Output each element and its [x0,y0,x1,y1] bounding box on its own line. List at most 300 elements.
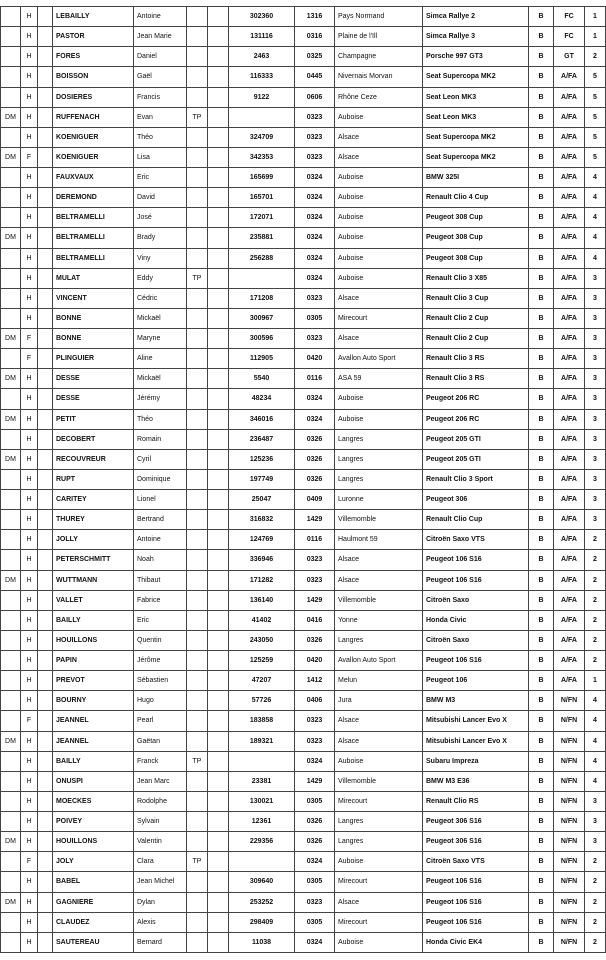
sex-cell: H [21,7,38,27]
blank-cell [38,852,53,872]
last-name-cell: WUTTMANN [53,570,134,590]
table-row [1,852,606,872]
blank-cell [38,308,53,328]
group-cell: B [529,530,554,550]
category-cell [1,168,21,188]
last-name-cell: PLINGUIER [53,349,134,369]
tp-cell [187,812,208,832]
group-cell: B [529,812,554,832]
category-cell [1,872,21,892]
class-cell: N/FN [554,912,585,932]
first-name-cell: Francis [134,87,187,107]
tp-cell [187,228,208,248]
car-model-cell: Renault Clio RS [423,791,529,811]
class-number-cell: 1 [585,7,606,27]
class-cell: A/FA [554,268,585,288]
club-code-cell: 0420 [295,349,335,369]
last-name-cell: BELTRAMELLI [53,208,134,228]
blank-cell [38,610,53,630]
license-number-cell: 235881 [229,228,295,248]
club-code-cell: 0324 [295,188,335,208]
tp-cell [187,630,208,650]
group-cell: B [529,208,554,228]
sex-cell: H [21,610,38,630]
class-number-cell: 4 [585,188,606,208]
license-number-cell: 302360 [229,7,295,27]
table-row [1,47,606,67]
blank-cell [208,308,229,328]
class-cell: A/FA [554,530,585,550]
car-model-cell: Mitsubishi Lancer Evo X [423,731,529,751]
class-number-cell: 2 [585,852,606,872]
blank-cell [38,107,53,127]
class-cell: A/FA [554,188,585,208]
tp-cell [187,308,208,328]
class-cell: N/FN [554,852,585,872]
blank-cell [208,832,229,852]
last-name-cell: KOENIGUER [53,147,134,167]
club-name-cell: Avallon Auto Sport [335,651,423,671]
group-cell: B [529,832,554,852]
blank-cell [38,771,53,791]
table-row [1,530,606,550]
first-name-cell: Noah [134,550,187,570]
table-row [1,228,606,248]
group-cell: B [529,791,554,811]
class-number-cell: 2 [585,932,606,952]
club-name-cell: Auboise [335,409,423,429]
table-row [1,147,606,167]
table-row [1,510,606,530]
tp-cell [187,87,208,107]
last-name-cell: DEREMOND [53,188,134,208]
category-cell: DM [1,892,21,912]
sex-cell: H [21,188,38,208]
license-number-cell: 253252 [229,892,295,912]
license-number-cell: 11038 [229,932,295,952]
sex-cell: H [21,671,38,691]
table-row [1,812,606,832]
license-number-cell: 316832 [229,510,295,530]
first-name-cell: Jérémy [134,389,187,409]
class-number-cell: 4 [585,731,606,751]
table-row [1,349,606,369]
license-number-cell: 236487 [229,429,295,449]
club-code-cell: 0324 [295,409,335,429]
category-cell: DM [1,147,21,167]
license-number-cell: 124769 [229,530,295,550]
sex-cell: H [21,791,38,811]
last-name-cell: RUFFENACH [53,107,134,127]
tp-cell: TP [187,268,208,288]
class-cell: N/FN [554,691,585,711]
club-name-cell: Langres [335,812,423,832]
class-cell: N/FN [554,711,585,731]
tp-cell [187,530,208,550]
sex-cell: H [21,127,38,147]
club-code-cell: 0305 [295,308,335,328]
tp-cell: TP [187,852,208,872]
club-name-cell: Mirecourt [335,791,423,811]
blank-cell [208,711,229,731]
class-number-cell: 3 [585,349,606,369]
first-name-cell: Aline [134,349,187,369]
sex-cell: H [21,691,38,711]
blank-cell [38,288,53,308]
group-cell: B [529,147,554,167]
car-model-cell: Renault Clio 3 X85 [423,268,529,288]
blank-cell [38,429,53,449]
club-name-cell: Villemomble [335,510,423,530]
car-model-cell: BMW 325I [423,168,529,188]
tp-cell: TP [187,107,208,127]
group-cell: B [529,409,554,429]
club-name-cell: Villemomble [335,771,423,791]
tp-cell [187,329,208,349]
sex-cell: H [21,872,38,892]
blank-cell [38,510,53,530]
class-number-cell: 3 [585,389,606,409]
license-number-cell: 172071 [229,208,295,228]
table-row [1,27,606,47]
license-number-cell: 112905 [229,349,295,369]
license-number-cell [229,107,295,127]
class-cell: N/FN [554,751,585,771]
blank-cell [38,409,53,429]
table-row [1,570,606,590]
club-name-cell: Langres [335,630,423,650]
first-name-cell: Mickaël [134,369,187,389]
tp-cell [187,610,208,630]
sex-cell: H [21,208,38,228]
club-name-cell: Auboise [335,107,423,127]
class-cell: A/FA [554,630,585,650]
class-number-cell: 2 [585,892,606,912]
group-cell: B [529,610,554,630]
first-name-cell: Théo [134,127,187,147]
group-cell: B [529,771,554,791]
table-row [1,67,606,87]
table-row [1,7,606,27]
tp-cell [187,147,208,167]
license-number-cell: 57726 [229,691,295,711]
club-code-cell: 0326 [295,429,335,449]
class-number-cell: 2 [585,550,606,570]
last-name-cell: LEBAILLY [53,7,134,27]
table-row [1,490,606,510]
club-code-cell: 0116 [295,530,335,550]
category-cell [1,268,21,288]
category-cell [1,630,21,650]
car-model-cell: Renault Clio 3 RS [423,369,529,389]
first-name-cell: Eddy [134,268,187,288]
club-code-cell: 0326 [295,832,335,852]
license-number-cell: 189321 [229,731,295,751]
category-cell [1,711,21,731]
category-cell [1,7,21,27]
tp-cell [187,7,208,27]
class-number-cell: 3 [585,369,606,389]
first-name-cell: David [134,188,187,208]
club-code-cell: 0445 [295,67,335,87]
blank-cell [208,389,229,409]
club-code-cell: 1429 [295,771,335,791]
club-name-cell: Champagne [335,47,423,67]
club-code-cell: 0324 [295,389,335,409]
group-cell: B [529,27,554,47]
blank-cell [208,751,229,771]
class-cell: A/FA [554,490,585,510]
tp-cell [187,490,208,510]
club-name-cell: Alsace [335,147,423,167]
blank-cell [208,510,229,530]
car-model-cell: Peugeot 306 [423,490,529,510]
license-number-cell: 183858 [229,711,295,731]
club-name-cell: Mirecourt [335,912,423,932]
last-name-cell: MOECKES [53,791,134,811]
group-cell: B [529,550,554,570]
club-code-cell: 0325 [295,47,335,67]
class-number-cell: 4 [585,771,606,791]
club-code-cell: 0409 [295,490,335,510]
blank-cell [38,87,53,107]
club-code-cell: 0324 [295,248,335,268]
license-number-cell: 197749 [229,469,295,489]
blank-cell [208,630,229,650]
blank-cell [38,127,53,147]
last-name-cell: BAILLY [53,610,134,630]
class-cell: A/FA [554,449,585,469]
blank-cell [208,469,229,489]
club-name-cell: Alsace [335,731,423,751]
sex-cell: H [21,288,38,308]
last-name-cell: GAGNIERE [53,892,134,912]
first-name-cell: Evan [134,107,187,127]
category-cell [1,671,21,691]
tp-cell [187,711,208,731]
club-code-cell: 0323 [295,892,335,912]
car-model-cell: Simca Rallye 2 [423,7,529,27]
first-name-cell: Bernard [134,932,187,952]
car-model-cell: BMW M3 [423,691,529,711]
category-cell [1,389,21,409]
car-model-cell: Peugeot 106 S16 [423,912,529,932]
last-name-cell: FORES [53,47,134,67]
club-name-cell: Pays Normand [335,7,423,27]
tp-cell [187,731,208,751]
club-code-cell: 0323 [295,711,335,731]
group-cell: B [529,691,554,711]
first-name-cell: José [134,208,187,228]
first-name-cell: Théo [134,409,187,429]
first-name-cell: Quentin [134,630,187,650]
car-model-cell: Peugeot 205 GTI [423,449,529,469]
club-code-cell: 0305 [295,872,335,892]
club-name-cell: Jura [335,691,423,711]
blank-cell [208,147,229,167]
table-row [1,590,606,610]
sex-cell: H [21,248,38,268]
tp-cell [187,570,208,590]
sex-cell: H [21,67,38,87]
license-number-cell: 165699 [229,168,295,188]
class-number-cell: 2 [585,570,606,590]
car-model-cell: Peugeot 106 [423,671,529,691]
license-number-cell: 116333 [229,67,295,87]
tp-cell [187,27,208,47]
blank-cell [208,550,229,570]
sex-cell: H [21,590,38,610]
last-name-cell: JEANNEL [53,711,134,731]
class-cell: N/FN [554,832,585,852]
blank-cell [38,892,53,912]
sex-cell: H [21,630,38,650]
table-row [1,469,606,489]
blank-cell [208,671,229,691]
group-cell: B [529,369,554,389]
tp-cell [187,510,208,530]
club-code-cell: 0324 [295,932,335,952]
first-name-cell: Cyril [134,449,187,469]
car-model-cell: Peugeot 106 S16 [423,892,529,912]
sex-cell: H [21,429,38,449]
category-cell [1,67,21,87]
class-cell: A/FA [554,409,585,429]
category-cell [1,87,21,107]
car-model-cell: Peugeot 306 S16 [423,812,529,832]
group-cell: B [529,912,554,932]
club-name-cell: Langres [335,449,423,469]
car-model-cell: BMW M3 E36 [423,771,529,791]
blank-cell [38,872,53,892]
first-name-cell: Romain [134,429,187,449]
blank-cell [208,872,229,892]
last-name-cell: PREVOT [53,671,134,691]
license-number-cell: 12361 [229,812,295,832]
last-name-cell: DESSE [53,369,134,389]
blank-cell [208,7,229,27]
class-number-cell: 3 [585,409,606,429]
club-name-cell: Auboise [335,751,423,771]
class-cell: A/FA [554,228,585,248]
tp-cell [187,932,208,952]
table-row [1,610,606,630]
sex-cell: H [21,27,38,47]
tp-cell [187,651,208,671]
class-cell: FC [554,7,585,27]
club-name-cell: Villemomble [335,590,423,610]
class-cell: N/FN [554,892,585,912]
last-name-cell: RECOUVREUR [53,449,134,469]
last-name-cell: VINCENT [53,288,134,308]
sex-cell: H [21,449,38,469]
class-number-cell: 1 [585,671,606,691]
group-cell: B [529,228,554,248]
car-model-cell: Renault Clio 3 RS [423,349,529,369]
sex-cell: H [21,510,38,530]
first-name-cell: Franck [134,751,187,771]
blank-cell [208,892,229,912]
club-code-cell: 0323 [295,147,335,167]
tp-cell [187,791,208,811]
category-cell: DM [1,369,21,389]
blank-cell [38,329,53,349]
club-name-cell: Auboise [335,228,423,248]
sex-cell: H [21,570,38,590]
license-number-cell: 131116 [229,27,295,47]
blank-cell [208,369,229,389]
blank-cell [38,671,53,691]
category-cell [1,47,21,67]
club-name-cell: Alsace [335,711,423,731]
class-cell: A/FA [554,429,585,449]
last-name-cell: ONUSPI [53,771,134,791]
class-number-cell: 2 [585,872,606,892]
club-code-cell: 0420 [295,651,335,671]
blank-cell [38,731,53,751]
tp-cell [187,671,208,691]
first-name-cell: Fabrice [134,590,187,610]
group-cell: B [529,268,554,288]
tp-cell [187,349,208,369]
last-name-cell: KOENIGUER [53,127,134,147]
blank-cell [38,268,53,288]
table-row [1,208,606,228]
first-name-cell: Lionel [134,490,187,510]
last-name-cell: BONNE [53,308,134,328]
category-cell [1,188,21,208]
blank-cell [38,188,53,208]
class-number-cell: 3 [585,329,606,349]
license-number-cell: 336946 [229,550,295,570]
group-cell: B [529,570,554,590]
table-row [1,127,606,147]
last-name-cell: JOLLY [53,530,134,550]
car-model-cell: Renault Clio 2 Cup [423,308,529,328]
table-row [1,651,606,671]
club-name-cell: Melun [335,671,423,691]
tp-cell [187,449,208,469]
entry-list-table [0,6,606,953]
license-number-cell: 25047 [229,490,295,510]
license-number-cell: 41402 [229,610,295,630]
table-row [1,751,606,771]
blank-cell [38,832,53,852]
table-row [1,550,606,570]
blank-cell [208,590,229,610]
sex-cell: H [21,490,38,510]
class-cell: A/FA [554,349,585,369]
club-name-cell: Langres [335,832,423,852]
category-cell [1,590,21,610]
table-row [1,107,606,127]
sex-cell: H [21,369,38,389]
class-number-cell: 3 [585,832,606,852]
table-row [1,912,606,932]
license-number-cell: 5540 [229,369,295,389]
last-name-cell: PAPIN [53,651,134,671]
last-name-cell: BOURNY [53,691,134,711]
license-number-cell: 342353 [229,147,295,167]
class-cell: A/FA [554,651,585,671]
club-code-cell: 0326 [295,812,335,832]
blank-cell [38,208,53,228]
table-row [1,248,606,268]
car-model-cell: Peugeot 106 S16 [423,872,529,892]
category-cell: DM [1,107,21,127]
blank-cell [38,389,53,409]
class-number-cell: 4 [585,691,606,711]
